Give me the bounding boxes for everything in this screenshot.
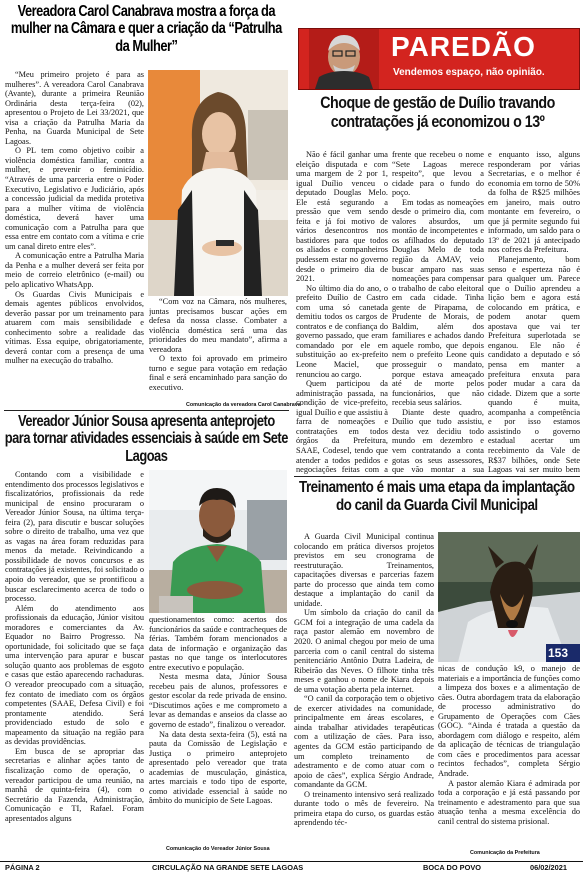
- article2-paragraph: No último dia do ano, o prefeito Duílio de Castro com uma só canetada demitiu todos os cargos de contratos e de confiança do governo passado, que eram comandado por ele em substituição ao ex-prefeito Leone Maciel, que renunciou ao cargo.: [296, 283, 388, 379]
- kiara-dog-image: [438, 532, 580, 662]
- vereadora-portrait-image: [148, 70, 288, 296]
- article1-photo: [148, 70, 288, 296]
- article2-headline: Choque de gestão de Duílio travando contratações já economizou o 13º: [320, 93, 555, 132]
- article2-paragraph: Planejamento, bom senso e esperteza não é para qualquer um. Parece que o Duílio aprendeu a lição bem e agora está colocando em prática, e podem anotar quem apostava que vai ter Prefeitura superlotada se enganou. Ele não é candidato a deputado e só pensa em manter a prefeitura enxuta para poder mudar a cara da cidade. Dizem que a sorte quando é muita, acompanha a competência e por isso estamos assistindo o governo estadual acertar um recebimento da Vale de R$37 bilhões, onde Sete Lagoas vai ser muito bem: [488, 255, 580, 474]
- article4-column-2: [438, 664, 580, 847]
- article1-caption-column: [149, 297, 287, 401]
- article1-body: [5, 70, 144, 412]
- article4-paragraph: O treinamento intensivo será realizado durante todo o mês de fevereiro. Na primeira etapa do curso, os guardas estão aprendendo téc-: [294, 789, 434, 828]
- article3-left-column: [5, 470, 144, 858]
- vereador-portrait-image: [149, 470, 287, 613]
- article2-paragraph: e enquanto isso, alguns responderam por várias Secretarias, e o melhor é economia em torno de 50% da folha de R$25 milhões em janeiro, mais outro montante em fevereiro, o que já permite segundo fui informado, um saldo para o 13º de 2021 já antecipado nos cofres da Prefeitura.: [488, 150, 580, 255]
- article3-paragraph: Na data desta sexta-feira (5), está na pauta da Comissão de Legislação e Justiça o primeiro anteprojeto apresentado pelo vereador que trata academias de musculação, ginástica, artes marciais e todo tipo de esporte, como atividade essencial à saúde no âmbito do município de Sete Lagoas.: [149, 729, 287, 806]
- footer-circulation: CIRCULAÇÃO NA GRANDE SETE LAGOAS: [152, 863, 304, 872]
- article1-paragraph: “Meu primeiro projeto é para as mulheres”. A vereadora Carol Canabrava (Avante), durante a primeira Reunião Ordinária desta terça-feira (02), apresentou o Projeto de Lei 33/2021, que visa a criação da Patrulha Maria da Penha, na Guarda Municipal de Sete Lagoas.: [5, 70, 144, 146]
- article1-divider: [4, 410, 289, 411]
- article2-divider: [294, 476, 580, 477]
- article1-photo-credit: Comunicação da vereadora Carol Canabrava: [186, 402, 301, 408]
- article4-headline: Treinamento é mais uma etapa da implantação do canil da Guarda Civil Municipal: [298, 479, 575, 514]
- article3-photo-credit: Comunicação do Vereador Júnior Sousa: [166, 846, 270, 852]
- article1-paragraph: Os Guardas Civis Municipais e demais agentes públicos envolvidos, deverão passar por um treinamento para atuarem com mais sensibilidade e conhecimento sobre a realidade das vítimas. Essa equipe, obrigatoriamente, deverá contar com a presença de uma mulher na execução do trabalho.: [5, 289, 144, 366]
- article2-paragraph: Diante deste quadro, Duílio que tudo assistiu, desta vez decidiu todo mundo em dezembro e vem contratando a conta gotas os seus assessores, que vão montar a sua: [392, 407, 484, 474]
- columnist-photo: [309, 29, 379, 89]
- paredao-title: PAREDÃO: [391, 31, 536, 62]
- article3-paragraph: questionamentos como: acertos dos funcionários da saúde e contracheques de férias. Também foram mencionados a data de informação e organização das pastas no que tange os interlocutores entre executivo e população.: [149, 615, 287, 672]
- paredao-tagline: Vendemos espaço, não opinião.: [393, 67, 545, 78]
- article4-paragraph: “O canil da corporação tem o objetivo de exercer atividades na comunidade, principalmente em áreas escolares, e ainda trabalhar atividades terapêuticas com a utilização de cães. Para isso, agentes da GCM estão participando de um completo treinamento de adestramento e de como atuar com o apoio de cães”, explica Sérgio Andrade, comandante da GCM.: [294, 694, 434, 790]
- article2-column-2: [392, 150, 484, 474]
- article1-caption-text: O texto foi aprovado em primeiro turno e segue para votação em redação final e será encaminhado para sanção do executivo.: [149, 354, 287, 392]
- footer-page-number: PÁGINA 2: [5, 863, 40, 872]
- article1-paragraph: O PL tem como objetivo coibir a violência doméstica familiar, contra a mulher, e prevenir o feminicídio. “Através de uma parceria entre o Poder Executivo, Legislativo e Judiciário, após a concessão judicial da medida protetiva para a mulher vítima de violência doméstica, deverá haver uma comunicação com a Patrulha para que essa entre em contato com a vítima e crie um canal direto entre eles”.: [5, 146, 144, 251]
- article4-paragraph: A Guarda Civil Municipal continua colocando em prática diversos projetos previstos em seu cronograma de reestruturação. Treinamentos, capacitações diversas e parcerias fazem parte do processo que ainda tem como destaque a implantação do canil da unidade.: [294, 532, 434, 608]
- article2-paragraph: Não é fácil ganhar uma eleição disputada e com uma margem de 2 por 1, igual Duílio venceu o deputado Douglas Melo. Ele está segurando a pressão que vem sendo feita e já foi motivo de vários desencontros nos bastidores para que todos os aliados e companheiros pudessem estar no governo desde o primeiro dia de 2021.: [296, 150, 388, 284]
- article4-paragraph: Um símbolo da criação do canil da GCM foi a integração de uma cadela da raça pastor alemão em novembro de 2020. O animal chegou por meio de uma parceria com o canil central do sistema penitenciário Antônio Dutra Ladeira, de Ribeirão das Neves. O filhote tinha três meses e ganhou o nome de Kiara depois de uma votação aberta pela internet.: [294, 608, 434, 694]
- footer-paper-name: BOCA DO POVO: [423, 863, 482, 872]
- article4-paragraph: A pastor alemão Kiara é admirada por toda a corporação e já está passando por treinamento e adestramento para que sua atuação tenha a mesma excelência do canil central do sistema prisional.: [438, 778, 580, 826]
- article2-paragraph: Quem participou da administração passada, na condição de vice-prefeito, igual Duílio e que assistiu à farra de nomeações e contratações em todos órgãos da Prefeitura, SAAE, Codesel, tendo que atender a todos pedidos e negociações feitas com a: [296, 379, 388, 474]
- article1-paragraph: A comunicação entre a Patrulha Maria da Penha e a mulher deverá ser feita por meio de correio eletrônico (e-mail) ou pelo aplicativo WhatsApp.: [5, 251, 144, 290]
- article4-photo-credit: Comunicação da Prefeitura: [470, 850, 540, 856]
- article3-photo: [149, 470, 287, 613]
- article1-caption-quote: “Com voz na Câmara, nós mulheres, juntas precisamos buscar ações em defesa da nossa classe. Combater a violência doméstica será uma das prioridades do meu mandato”, afirma a vereadora: [149, 297, 287, 354]
- article4-paragraph: nicas de condução k9, o manejo de materiais e a importância de funções como a limpeza dos boxes e a alimentação de cães. Outra abordagem trata da elaboração de processo administrativo do Grupamento de Operações com Cães (GOC). “Ainda é tratada a questão da abordagem com diálogo e respeito, além da aplicação de técnicas de triangulação com cães e procedimentos para acessar recintos fechados”, completa Sérgio Andrade.: [438, 664, 580, 779]
- article3-paragraph: Em busca de se apropriar das secretarias e alinhar ações tanto de fiscalização como de operação, o vereador participou de uma reunião, na manhã de quinta-feira (4), com o Secretário da Fazenda, Administração, Comunicação e TI, Rafael. Foram apresentados alguns: [5, 746, 144, 823]
- article2-paragraph: Em todas as nomeações desde o primeiro dia, com valores absurdos, um montão de incompetentes e os afilhados do deputado Douglas Melo de toda região da AMAV, veio buscar amparo nas suas nomeações para compensar o trabalho de cabo eleitoral em cada cidade. Tinha gente de Pirapama, de Prudente de Morais, de Baldim, além dos familiares e achados dando aquele rombo, que depois nem o prefeito Leone quis prosseguir o mandato, porque estava ameaçado até de morte pelos funcionários, que não recebia seus salários.: [392, 197, 484, 408]
- article3-right-column: [149, 615, 287, 843]
- vehicle-plate-text: 153: [548, 646, 569, 660]
- article4-column-1: [294, 532, 434, 858]
- article1-headline: Vereadora Carol Canabrava mostra a força da mulher na Câmara e quer a criação da “Patrulha da Mulher”: [10, 3, 282, 55]
- paredao-banner: [298, 28, 580, 90]
- page-footer: [0, 861, 583, 874]
- article2-column-1: [296, 150, 388, 474]
- footer-date: 06/02/2021: [530, 863, 567, 872]
- article3-headline: Vereador Júnior Sousa apresenta anteprojeto para tornar atividades essenciais à saúde em Sete Lagoas: [4, 413, 288, 465]
- article3-paragraph: Além do atendimento aos profissionais da educação, Júnior visitou moradores e comerciantes da Av. Equador no Bairro Progresso. Na oportunidade, foi solicitado que se faça uma intervenção para apurar e buscar solução quanto aos problemas de esgoto e casas que estão aparecendo rachaduras. O vereador preocupado com a situação, fez contato de imediato com os órgãos competentes (SAAE, Defesa Civil) e foi prontamente atendido. Será providenciado estudo de solo e mapeamento da situação na região para as devidas providências.: [5, 603, 144, 747]
- article3-paragraph: Contando com a visibilidade e entendimento dos processos legislativos e fiscalizatórios, profissionais da rede municipal de ensino procuraram o Vereador Júnior Sousa, na última terça-feira (2), para discutir e buscar soluções sobre o direito de trabalho, uma vez que as vagas na área foram reduzidas para menos da metade. Reivindicando a possibilidade de novos concursos e as contratações já existentes, foi solicitado o apoio do vereador, que se prontificou a buscar esclarecimento acerca de todo o processo.: [5, 470, 144, 604]
- article2-column-3: [488, 150, 580, 474]
- article4-photo: [438, 532, 580, 662]
- article2-paragraph: frente que recebeu o nome “Sete Lagoas merece respeito”, que levou a cidade para o fundo do poço.: [392, 150, 484, 198]
- article3-paragraph: Nesta mesma data, Júnior Sousa recebeu pais de alunos, professores e gestor escolar da rede privada de ensino. “Discutimos ações e me comprometo a levar as demandas e anseios da classe ao governo de estado”, finalizou o vereador.: [149, 672, 287, 730]
